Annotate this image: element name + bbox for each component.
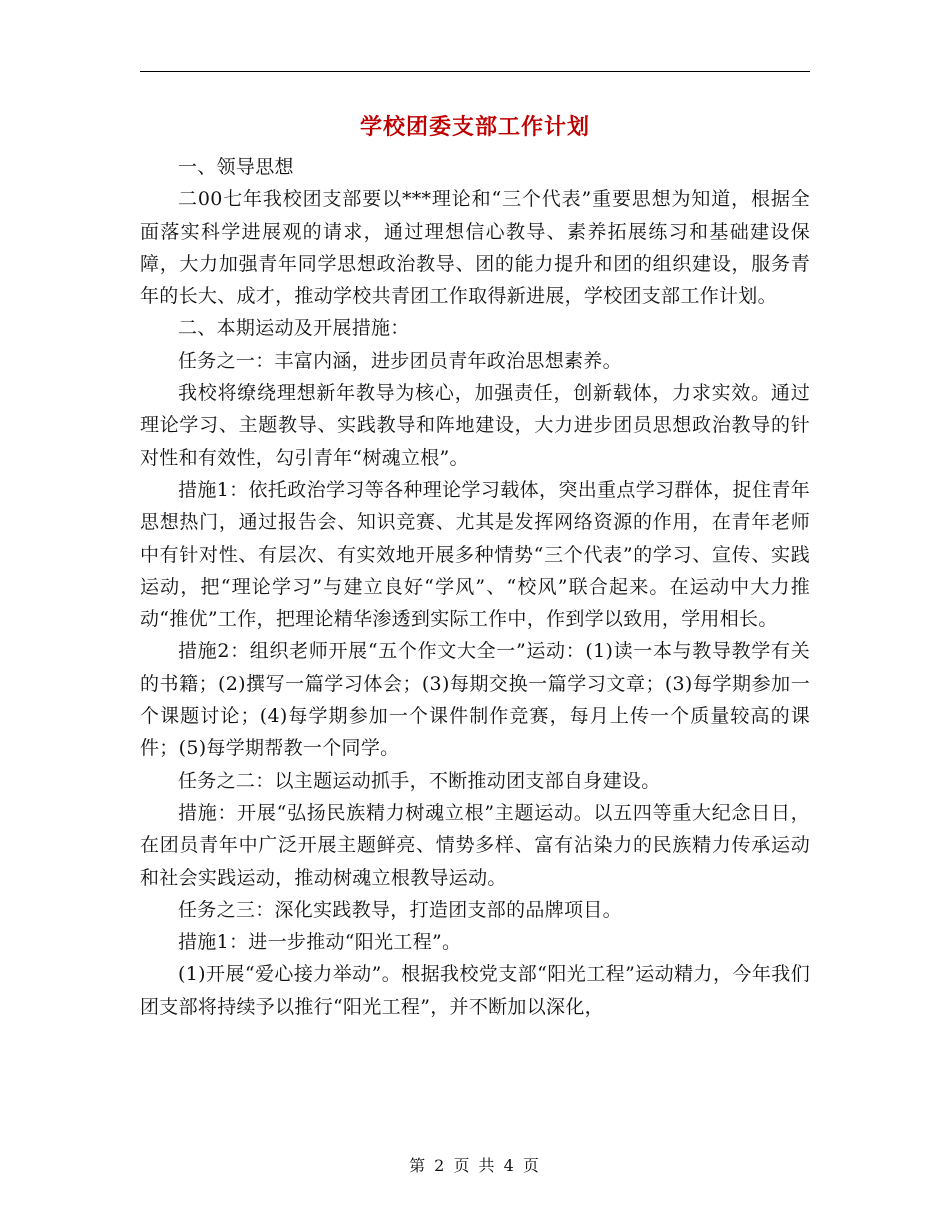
header-rule (140, 71, 810, 72)
section-heading-activities: 二、本期运动及开展措施： (178, 317, 410, 340)
page-number: 第 2 页 共 4 页 (409, 1156, 541, 1175)
task-one-measure-1: 措施1：依托政治学习等各种理论学习载体，突出重点学习群体，捉住青年思想热门，通过报告会、知识竞赛、尤其是发挥网络资源的作用，在青年老师中有针对性、有层次、有实效地开展多种情势“三个代表”的学习、宣传、实践运动，把“理论学习”与建立良好“学风”、“校风”联合起来。在运动中大力推动“推优”工作，把理论精华渗透到实际工作中，作到学以致用，学用相长。 (140, 478, 810, 631)
task-one-description: 我校将缭绕理想新年教导为核心，加强责任，创新载体，力求实效。通过理论学习、主题教导、实践教导和阵地建设，大力进步团员思想政治教导的针对性和有效性，勾引青年“树魂立根”。 (140, 382, 810, 469)
section-heading-leadership: 一、领导思想 (178, 156, 294, 178)
task-two-measure: 措施：开展“弘扬民族精力树魂立根”主题运动。以五四等重大纪念日日，在团员青年中广泛开展主题鲜亮、情势多样、富有沾染力的民族精力传承运动和社会实践运动，推动树魂立根教导运动。 (140, 801, 810, 889)
document-body (140, 151, 810, 1023)
task-two-heading: 任务之二：以主题运动抓手，不断推动团支部自身建设。 (178, 769, 661, 792)
task-three-measure-1: 措施1：进一步推动“阳光工程”。 (178, 931, 462, 954)
task-one-heading: 任务之一：丰富内涵，进步团员青年政治思想素养。 (178, 349, 622, 372)
task-one-measure-2: 措施2：组织老师开展“五个作文大全一”运动：(1)读一本与教导教学有关的书籍；(2)撰写一篇学习体会；(3)每期交换一篇学习文章；(3)每学期参加一个课题讨论；(4)每学期参加一个课件制作竞赛，每月上传一个质量较高的课件；(5)每学期帮教一个同学。 (140, 640, 810, 760)
task-three-heading: 任务之三：深化实践教导，打造团支部的品牌项目。 (178, 898, 622, 921)
document-title: 学校团委支部工作计划 (359, 114, 590, 140)
paragraph-intro: 二00七年我校团支部要以***理论和“三个代表”重要思想为知道，根据全面落实科学进展观的请求，通过理想信心教导、素养拓展练习和基础建设保障，大力加强青年同学思想政治教导、团的能力提升和团的组织建设，服务青年的长大、成才，推动学校共青团工作取得新进展，学校团支部工作计划。 (140, 188, 810, 308)
task-three-item-1: (1)开展“爱心接力举动”。根据我校党支部“阳光工程”运动精力，今年我们团支部将持续予以推行“阳光工程”，并不断加以深化， (140, 963, 810, 1018)
